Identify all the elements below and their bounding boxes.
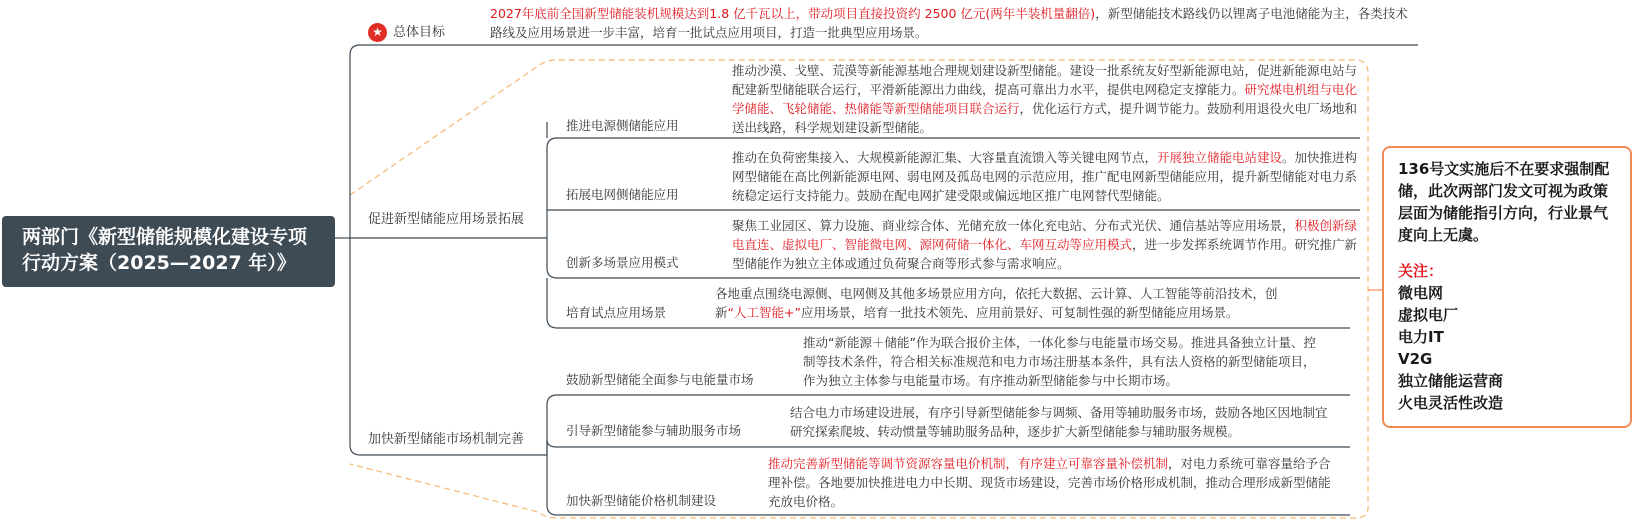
desc-part: 研究煤电机组与电化学储能、飞轮储能、热储能等新型储能项目联合运行 — [732, 82, 1358, 116]
desc-part: 推动完善新型储能等调节资源容量电价机制，有序建立可靠容量补偿机制 — [768, 456, 1169, 471]
subtopic-grid-side-storage[interactable]: 拓展电网侧储能应用 — [566, 187, 679, 202]
subtopic-desc — [790, 403, 1330, 441]
desc-part: 各地重点围绕电源侧、电网侧及其他多场景应用方向，依托大数据、云计算、人工智能等前沿技术，创新 — [715, 286, 1278, 320]
desc-part: ，对电力系统可靠容量给予合理补偿。各地要加快推进电力中长期、现货市场建设，完善市场价格形成机制，推动合理形成新型储能充放电价格。 — [768, 456, 1331, 509]
desc-part: ，优化运行方式，提升调节能力。鼓励利用退役火电厂场地和送出线路，科学规划建设新型储能。 — [732, 101, 1358, 135]
goal-text-part: 2027年底前全国新型储能装机规模达到1.8 亿千瓦以上，带动项目直接投资约 2500 亿元(两年半装机量翻倍) — [490, 6, 1096, 21]
subtopic-multi-scene-mode[interactable]: 创新多场景应用模式 — [566, 255, 679, 270]
subtopic-pilot-scenes[interactable]: 培育试点应用场景 — [566, 305, 667, 320]
desc-part: 结合电力市场建设进展，有序引导新型储能参与调频、备用等辅助服务市场，鼓励各地区因地制宜研究探索爬坡、转动惯量等辅助服务品种，逐步扩大新型储能参与辅助服务规模。 — [790, 405, 1328, 439]
subtopic-price-mechanism[interactable]: 加快新型储能价格机制建设 — [566, 493, 717, 508]
desc-part: 。加快推进构网型储能在高比例新能源电网、弱电网及孤岛电网的示范应用，推广配电网新型储能应用，提升新型储能对电力系统稳定运行支持能力。鼓励在配电网扩建受限或偏远地区推广电网替代型储能。 — [732, 150, 1358, 203]
root-topic[interactable]: 两部门《新型储能规模化建设专项行动方案（2025—2027 年）》 — [2, 216, 335, 287]
subtopic-energy-market[interactable]: 鼓励新型储能全面参与电能量市场 — [566, 372, 754, 387]
star-badge-icon: ★ — [368, 23, 387, 42]
note-text: 136号文实施后不在要求强制配储，此次两部门发文可视为政策层面为储能指引方向，行业景气度向上无虞。 — [1398, 160, 1610, 244]
branch-scene-expansion[interactable]: 促进新型储能应用场景拓展 — [368, 212, 525, 227]
desc-part: 推动沙漠、戈壁、荒漠等新能源基地合理规划建设新型储能。建设一批系统友好型新能源电站，促进新能源电站与配建新型储能联合运行，平滑新能源出力曲线，提高可靠出力水平，提供电网稳定支撑能力。 — [732, 63, 1358, 97]
desc-part: 推动在负荷密集接入、大规模新能源汇集、大容量直流馈入等关键电网节点， — [732, 150, 1158, 165]
note-focus-item: 微电网 — [1398, 284, 1444, 302]
note-focus-item: 虚拟电厂 — [1398, 306, 1459, 324]
subtopic-desc — [732, 148, 1360, 205]
desc-part: 应用场景，培育一批技术领先、应用前景好、可复制性强的新型储能应用场景。 — [800, 305, 1239, 320]
subtopic-desc — [732, 61, 1360, 137]
note-focus-item: 电力IT — [1398, 328, 1444, 346]
subtopic-desc — [715, 284, 1305, 322]
subtopic-source-side-storage[interactable]: 推进电源侧储能应用 — [566, 118, 679, 133]
desc-part: 积极创新绿电直连、虚拟电厂、智能微电网、源网荷储一体化、车网互动等应用模式 — [732, 218, 1358, 252]
note-callout[interactable] — [1382, 146, 1632, 428]
subtopic-desc — [803, 333, 1323, 390]
note-focus-item: V2G — [1398, 350, 1433, 368]
subtopic-desc — [732, 216, 1360, 273]
subtopic-desc — [768, 454, 1333, 511]
goal-text-part: ，新型储能技术路线仍以锂离子电池储能为主，各类技术路线及应用场景进一步丰富，培育一批试点应用项目，打造一批典型应用场景。 — [490, 6, 1408, 40]
goal-label[interactable]: 总体目标 — [393, 25, 446, 40]
desc-part: “人工智能+” — [727, 305, 801, 320]
branch-market-mechanism[interactable]: 加快新型储能市场机制完善 — [368, 432, 525, 447]
note-focus-item: 火电灵活性改造 — [1398, 394, 1504, 412]
desc-part: 聚焦工业园区、算力设施、商业综合体、光储充放一体化充电站、分布式光伏、通信基站等应用场景， — [732, 218, 1295, 233]
desc-part: 开展独立储能电站建设 — [1157, 150, 1283, 165]
desc-part: 推动“新能源＋储能”作为联合报价主体，一体化参与电能量市场交易。推进具备独立计量、控制等技术条件，符合相关标准规范和电力市场注册基本条件，具有法人资格的新型储能项目，作为独立主体参与电能量市场。有序推动新型储能参与中长期市场。 — [803, 335, 1316, 388]
goal-text — [490, 4, 1415, 42]
desc-part: ，进一步发挥系统调节作用。研究推广新型储能作为独立主体或通过负荷聚合商等形式参与需求响应。 — [732, 237, 1358, 271]
note-focus-item: 独立储能运营商 — [1398, 372, 1504, 390]
note-focus-label: 关注： — [1398, 262, 1444, 280]
subtopic-ancillary-market[interactable]: 引导新型储能参与辅助服务市场 — [566, 423, 742, 438]
